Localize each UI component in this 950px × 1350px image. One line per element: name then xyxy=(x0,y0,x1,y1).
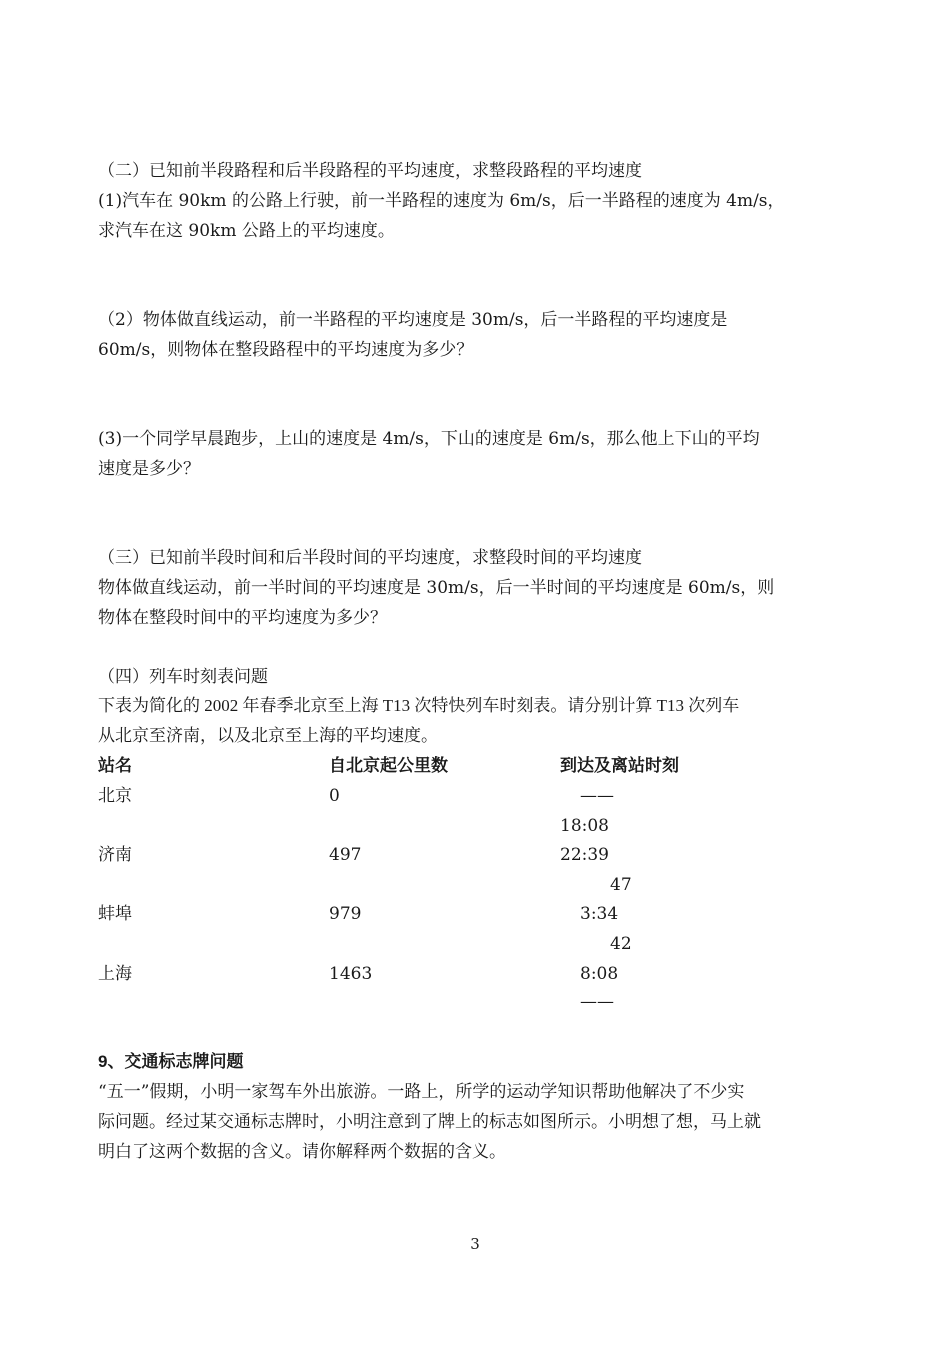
table-row-km: 0 xyxy=(329,786,340,806)
table-row-departure: 42 xyxy=(610,934,632,954)
table-header-time: 到达及离站时刻 xyxy=(560,756,679,776)
table-row-arrival: 8:08 xyxy=(580,964,619,984)
q3-line-1: (3)一个同学早晨跑步，上山的速度是 4m/s，下山的速度是 6m/s，那么他上下山的平均 xyxy=(98,429,760,449)
table-row-arrival: 3:34 xyxy=(580,904,619,924)
section-2-heading: （二）已知前半段路程和后半段路程的平均速度，求整段路程的平均速度 xyxy=(98,161,642,181)
table-row-km: 497 xyxy=(329,845,362,865)
section-3-line-2: 物体在整段时间中的平均速度为多少？ xyxy=(98,608,387,628)
table-row-station: 北京 xyxy=(98,786,132,806)
page-number: 3 xyxy=(470,1235,480,1253)
section-4-line-1: 下表为简化的 2002 年春季北京至上海 T13 次特快列车时刻表。请分别计算 T13 次列车 xyxy=(98,696,740,715)
table-header-km: 自北京起公里数 xyxy=(329,756,448,776)
table-row-departure: 47 xyxy=(610,875,632,895)
q2-line-2: 60m/s，则物体在整段路程中的平均速度为多少？ xyxy=(98,340,474,360)
table-row-km: 1463 xyxy=(329,964,373,984)
section-4-line-2: 从北京至济南，以及北京至上海的平均速度。 xyxy=(98,726,438,745)
q2-line-1: （2）物体做直线运动，前一半路程的平均速度是 30m/s，后一半路程的平均速度是 xyxy=(98,310,728,330)
section-9-line-1: “五一”假期，小明一家驾车外出旅游。一路上，所学的运动学知识帮助他解决了不少实 xyxy=(98,1082,745,1102)
table-row-station: 蚌埠 xyxy=(98,904,132,924)
section-4-heading: （四）列车时刻表问题 xyxy=(98,667,268,687)
q1-line-1: (1)汽车在 90km 的公路上行驶，前一半路程的速度为 6m/s，后一半路程的速度为 4m/s， xyxy=(98,191,785,211)
table-row-departure: 18:08 xyxy=(560,816,609,836)
section-9-line-2: 际问题。经过某交通标志牌时，小明注意到了牌上的标志如图所示。小明想了想，马上就 xyxy=(98,1112,761,1132)
table-row-arrival: —— xyxy=(580,786,614,806)
table-row-station: 济南 xyxy=(98,845,132,865)
section-3-heading: （三）已知前半段时间和后半段时间的平均速度，求整段时间的平均速度 xyxy=(98,548,642,568)
table-row-station: 上海 xyxy=(98,964,132,984)
table-row-departure: —— xyxy=(580,992,614,1012)
q1-line-2: 求汽车在这 90km 公路上的平均速度。 xyxy=(98,221,395,241)
section-9-line-3: 明白了这两个数据的含义。请你解释两个数据的含义。 xyxy=(98,1142,506,1162)
section-9-heading: 9、交通标志牌问题 xyxy=(98,1052,244,1071)
table-row-arrival: 22:39 xyxy=(560,845,609,865)
q3-line-2: 速度是多少？ xyxy=(98,459,200,479)
section-3-line-1: 物体做直线运动，前一半时间的平均速度是 30m/s，后一半时间的平均速度是 60m/s，则 xyxy=(98,578,775,598)
table-row-km: 979 xyxy=(329,904,362,924)
table-header-station: 站名 xyxy=(98,756,132,776)
